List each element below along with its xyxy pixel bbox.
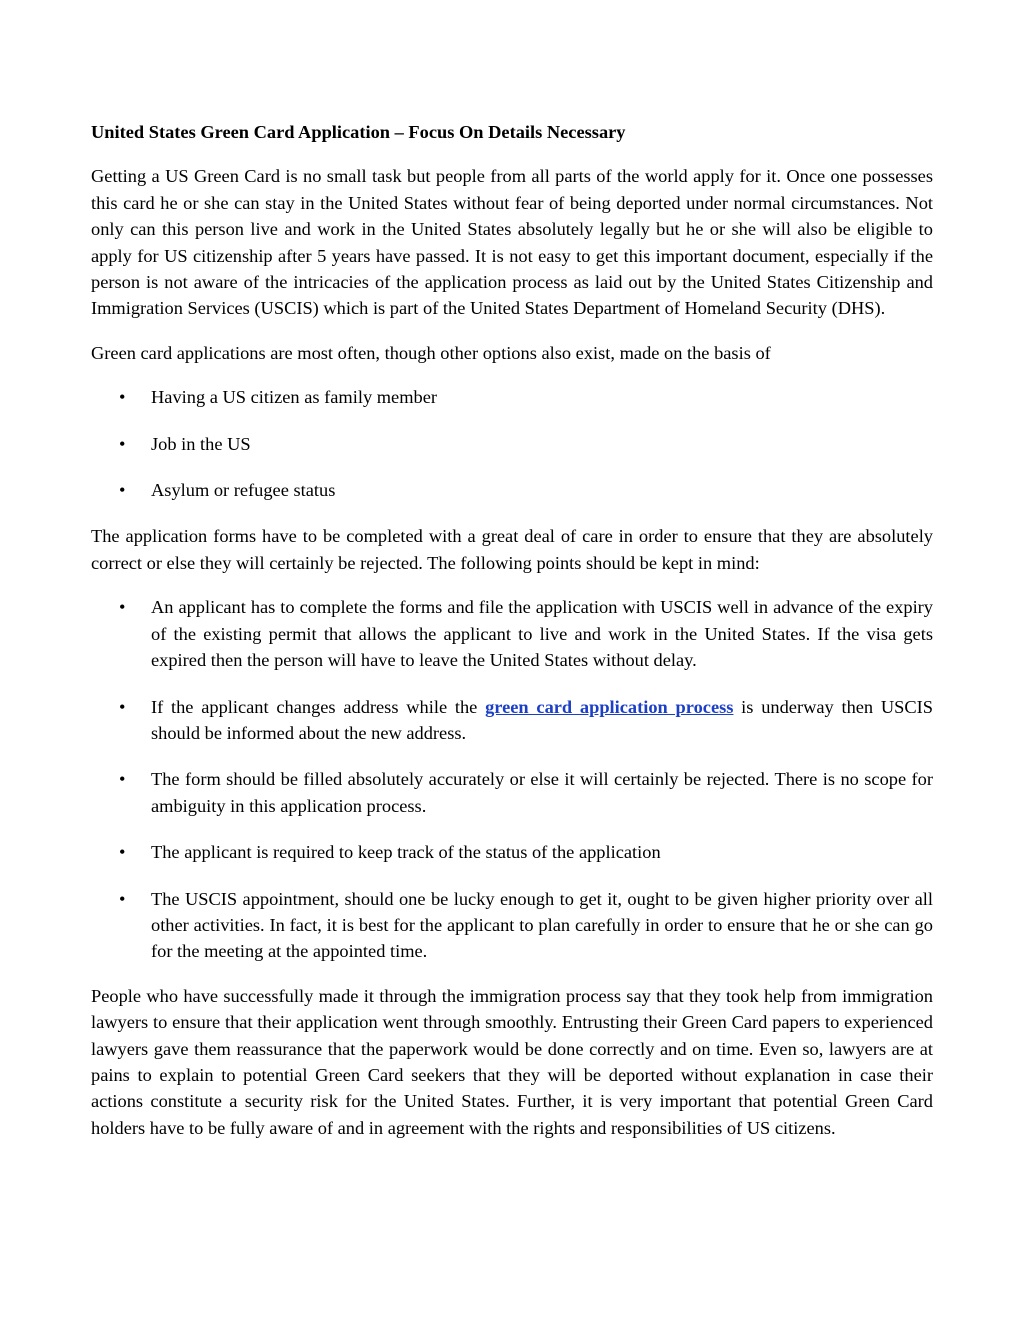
list-item-text: The applicant is required to keep track of the status of the application	[151, 842, 661, 863]
bases-list	[91, 384, 933, 503]
list-item-text: The USCIS appointment, should one be lucky enough to get it, ought to be given higher priority over all other activities. In fact, it is best for the applicant to plan carefully in order to ensure that he or she can go for the meeting at the appointed time.	[151, 888, 933, 962]
list-item	[91, 477, 933, 503]
list-item-text: Asylum or refugee status	[151, 480, 336, 501]
bullet-icon: •	[119, 433, 126, 454]
document-title: United States Green Card Application – Focus On Details Necessary	[91, 122, 626, 142]
bases-intro-paragraph: Green card applications are most often, though other options also exist, made on the basis of	[91, 342, 771, 363]
bullet-icon: •	[119, 597, 126, 618]
list-item-text: An applicant has to complete the forms and file the application with USCIS well in advance of the expiry of the existing permit that allows the applicant to live and work in the United States. If the visa gets expired then the person will have to leave the United States without delay.	[151, 597, 933, 671]
list-item-text: Job in the US	[151, 433, 251, 454]
list-item	[91, 839, 933, 865]
list-item	[91, 766, 933, 819]
green-card-process-link[interactable]: green card application process	[485, 696, 734, 717]
bullet-icon: •	[119, 696, 126, 717]
list-item-text: Having a US citizen as family member	[151, 387, 437, 408]
bullet-icon: •	[119, 842, 126, 863]
points-list	[91, 594, 933, 964]
bullet-icon: •	[119, 387, 126, 408]
list-item-text-before-link: If the applicant changes address while the	[151, 696, 486, 717]
conclusion-paragraph: People who have successfully made it through the immigration process say that they took help from immigration lawyers to ensure that their application went through smoothly. Entrusting their Green Card papers to experienced lawyers gave them reassurance that the paperwork would be done correctly and on time. Even so, lawyers are at pains to explain to potential Green Card seekers that they will be deported without explanation in case their actions constitute a security risk for the United States. Further, it is very important that potential Green Card holders have to be fully aware of and in agreement with the rights and responsibilities of US citizens.	[91, 985, 933, 1138]
list-item	[91, 886, 933, 965]
document-page	[91, 119, 933, 1159]
list-item-text: The form should be filled absolutely accurately or else it will certainly be rejected. There is no scope for ambiguity in this application process.	[151, 769, 933, 816]
list-item-text-after-link: is underway then USCIS should be informed about the new address.	[151, 696, 933, 743]
list-item	[91, 431, 933, 457]
list-item	[91, 384, 933, 410]
bullet-icon: •	[119, 888, 126, 909]
intro-paragraph: Getting a US Green Card is no small task but people from all parts of the world apply for it. Once one possesses this card he or she can stay in the United States without fear of being deported under normal circumstances. Not only can this person live and work in the United States absolutely legally but he or she will also be eligible to apply for US citizenship after 5 years have passed. It is not easy to get this important document, especially if the person is not aware of the intricacies of the application process as laid out by the United States Citizenship and Immigration Services (USCIS) which is part of the United States Department of Homeland Security (DHS).	[91, 166, 933, 319]
bullet-icon: •	[119, 769, 126, 790]
forms-paragraph: The application forms have to be completed with a great deal of care in order to ensure that they are absolutely correct or else they will certainly be rejected. The following points should be kept in mind:	[91, 526, 933, 573]
list-item	[91, 694, 933, 747]
bullet-icon: •	[119, 480, 126, 501]
list-item	[91, 594, 933, 673]
